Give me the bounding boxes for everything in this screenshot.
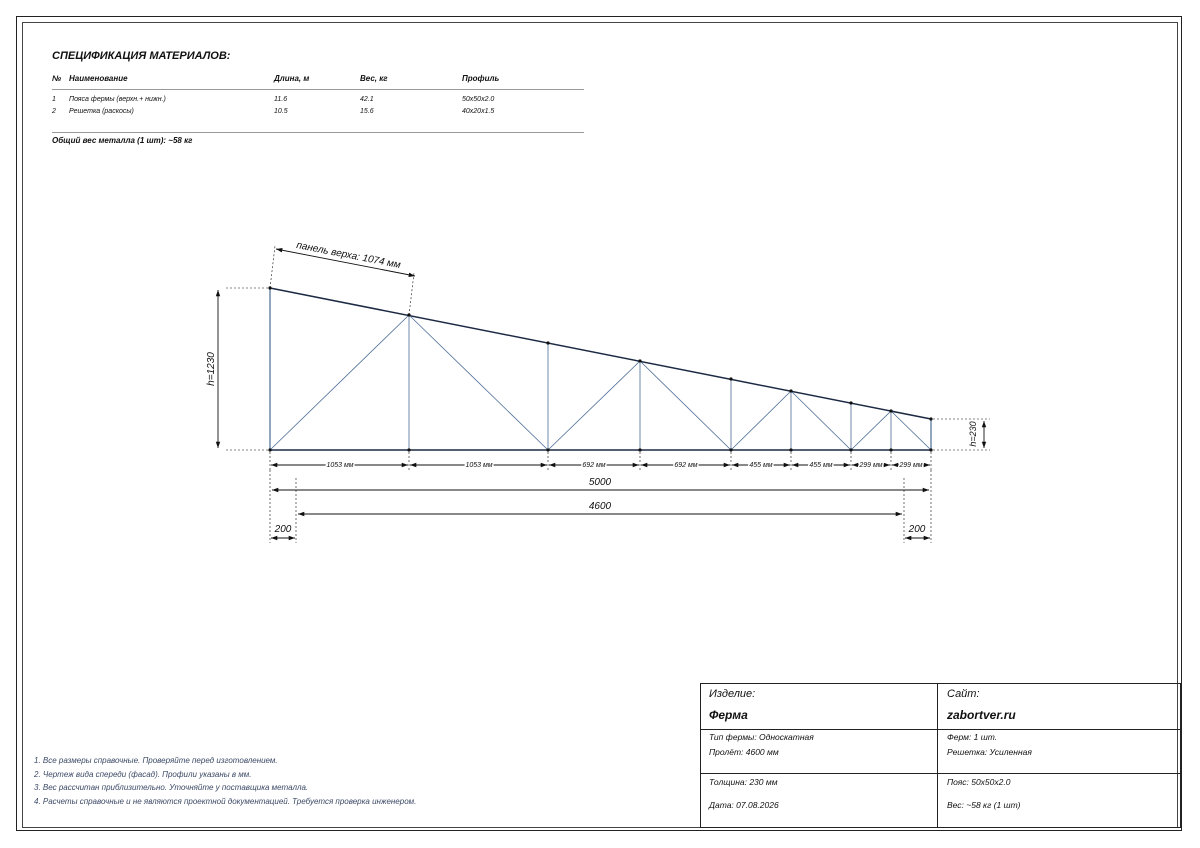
panel-label: панель верха: 1074 мм bbox=[295, 240, 402, 272]
spec-cell-weight: 42.1 bbox=[360, 96, 374, 103]
truss-structure bbox=[270, 288, 931, 450]
spec-cell-number: 2 bbox=[52, 108, 56, 115]
spec-cell-profile: 50x50x2.0 bbox=[462, 96, 495, 103]
left-height-dimension bbox=[206, 288, 268, 450]
node-point bbox=[546, 448, 549, 451]
title-block-divider bbox=[937, 684, 938, 827]
spec-cell-name: Решетка (раскосы) bbox=[69, 108, 134, 115]
segment-label: 1053 мм bbox=[465, 462, 493, 469]
node-point bbox=[889, 448, 892, 451]
node-point bbox=[929, 448, 932, 451]
node-point bbox=[929, 417, 932, 420]
segment-label: 299 мм bbox=[899, 462, 923, 469]
note-item: 4. Расчеты справочные и не являются проектной документацией. Требуется проверка инженером. bbox=[34, 796, 417, 806]
site-label: Сайт: bbox=[947, 688, 980, 700]
node-point bbox=[407, 448, 410, 451]
node-point bbox=[729, 448, 732, 451]
segment-label: 692 мм bbox=[582, 462, 606, 469]
spec-cell-length: 10.5 bbox=[274, 108, 288, 115]
title-block bbox=[700, 683, 1181, 828]
diagonal-member bbox=[640, 361, 731, 450]
node-point bbox=[849, 401, 852, 404]
node-point bbox=[638, 359, 641, 362]
product-label: Изделие: bbox=[709, 688, 756, 700]
site-name: zabortver.ru bbox=[947, 708, 1016, 722]
truss-nodes bbox=[268, 286, 932, 451]
truss-weight: Вес: ~58 кг (1 шт) bbox=[947, 800, 1021, 810]
segment-label: 692 мм bbox=[674, 462, 698, 469]
chord-profile: Пояс: 50x50x2.0 bbox=[947, 777, 1011, 787]
spec-cell-name: Пояса фермы (верхн.+ нижн.) bbox=[69, 96, 166, 103]
spec-total-weight: Общий вес металла (1 шт): ~58 кг bbox=[52, 136, 193, 145]
spec-cell-number: 1 bbox=[52, 96, 56, 103]
spec-cell-length: 11.6 bbox=[274, 96, 288, 103]
node-point bbox=[546, 341, 549, 344]
diagonal-member bbox=[791, 391, 851, 450]
product-name: Ферма bbox=[709, 708, 748, 722]
node-point bbox=[849, 448, 852, 451]
segment-label: 455 мм bbox=[809, 462, 833, 469]
spec-header-name: Наименование bbox=[69, 74, 128, 83]
segment-dimensions bbox=[270, 452, 931, 470]
title-block-divider bbox=[701, 773, 1180, 774]
diagonal-member bbox=[548, 361, 640, 450]
truss-thickness: Толщина: 230 мм bbox=[709, 777, 778, 787]
truss-count: Ферм: 1 шт. bbox=[947, 732, 998, 742]
node-point bbox=[729, 377, 732, 380]
diagonal-member bbox=[891, 411, 931, 450]
drawing-notes bbox=[34, 754, 416, 808]
truss-type: Тип фермы: Односкатная bbox=[709, 732, 814, 742]
right-height-dimension bbox=[933, 419, 990, 450]
spec-header-profile: Профиль bbox=[462, 74, 500, 83]
spec-cell-profile: 40x20x1.5 bbox=[462, 108, 495, 115]
node-point bbox=[889, 409, 892, 412]
node-point bbox=[638, 448, 641, 451]
node-point bbox=[789, 448, 792, 451]
segment-label: 1053 мм bbox=[326, 462, 354, 469]
diagonal-member bbox=[731, 391, 791, 450]
drawing-date: Дата: 07.08.2026 bbox=[709, 800, 779, 810]
note-item: 3. Вес рассчитан приблизительно. Уточняйте у поставщика металла. bbox=[34, 783, 309, 792]
spec-title: СПЕЦИФИКАЦИЯ МАТЕРИАЛОВ: bbox=[52, 50, 231, 62]
overhang-left-label: 200 bbox=[274, 524, 292, 535]
title-block-divider bbox=[701, 729, 1180, 730]
lattice-type: Решетка: Усиленная bbox=[947, 747, 1032, 757]
note-item: 1. Все размеры справочные. Проверяйте перед изготовлением. bbox=[34, 756, 278, 765]
right-height-label: h=230 bbox=[968, 421, 978, 447]
spec-header-number: № bbox=[52, 74, 62, 83]
overhang-right-label: 200 bbox=[908, 524, 926, 535]
diagonal-member bbox=[270, 315, 409, 450]
spec-header-weight: Вес, кг bbox=[360, 74, 388, 83]
overall-length-label: 5000 bbox=[588, 477, 612, 488]
left-height-label: h=1230 bbox=[206, 352, 217, 386]
spec-header-length: Длина, м bbox=[274, 74, 310, 83]
note-item: 2. Чертеж вида спереди (фасад). Профили указаны в мм. bbox=[34, 769, 252, 779]
node-point bbox=[268, 448, 271, 451]
node-point bbox=[789, 389, 792, 392]
diagonal-member bbox=[851, 411, 891, 450]
span-length-label: 4600 bbox=[588, 501, 612, 512]
overhang-dimensions bbox=[271, 524, 930, 538]
spec-cell-weight: 15.6 bbox=[360, 108, 374, 115]
segment-label: 299 мм bbox=[859, 462, 883, 469]
truss-span: Пролёт: 4600 мм bbox=[709, 747, 779, 757]
segment-label: 455 мм bbox=[749, 462, 773, 469]
diagonal-member bbox=[409, 315, 548, 450]
panel-dimension bbox=[270, 240, 415, 315]
